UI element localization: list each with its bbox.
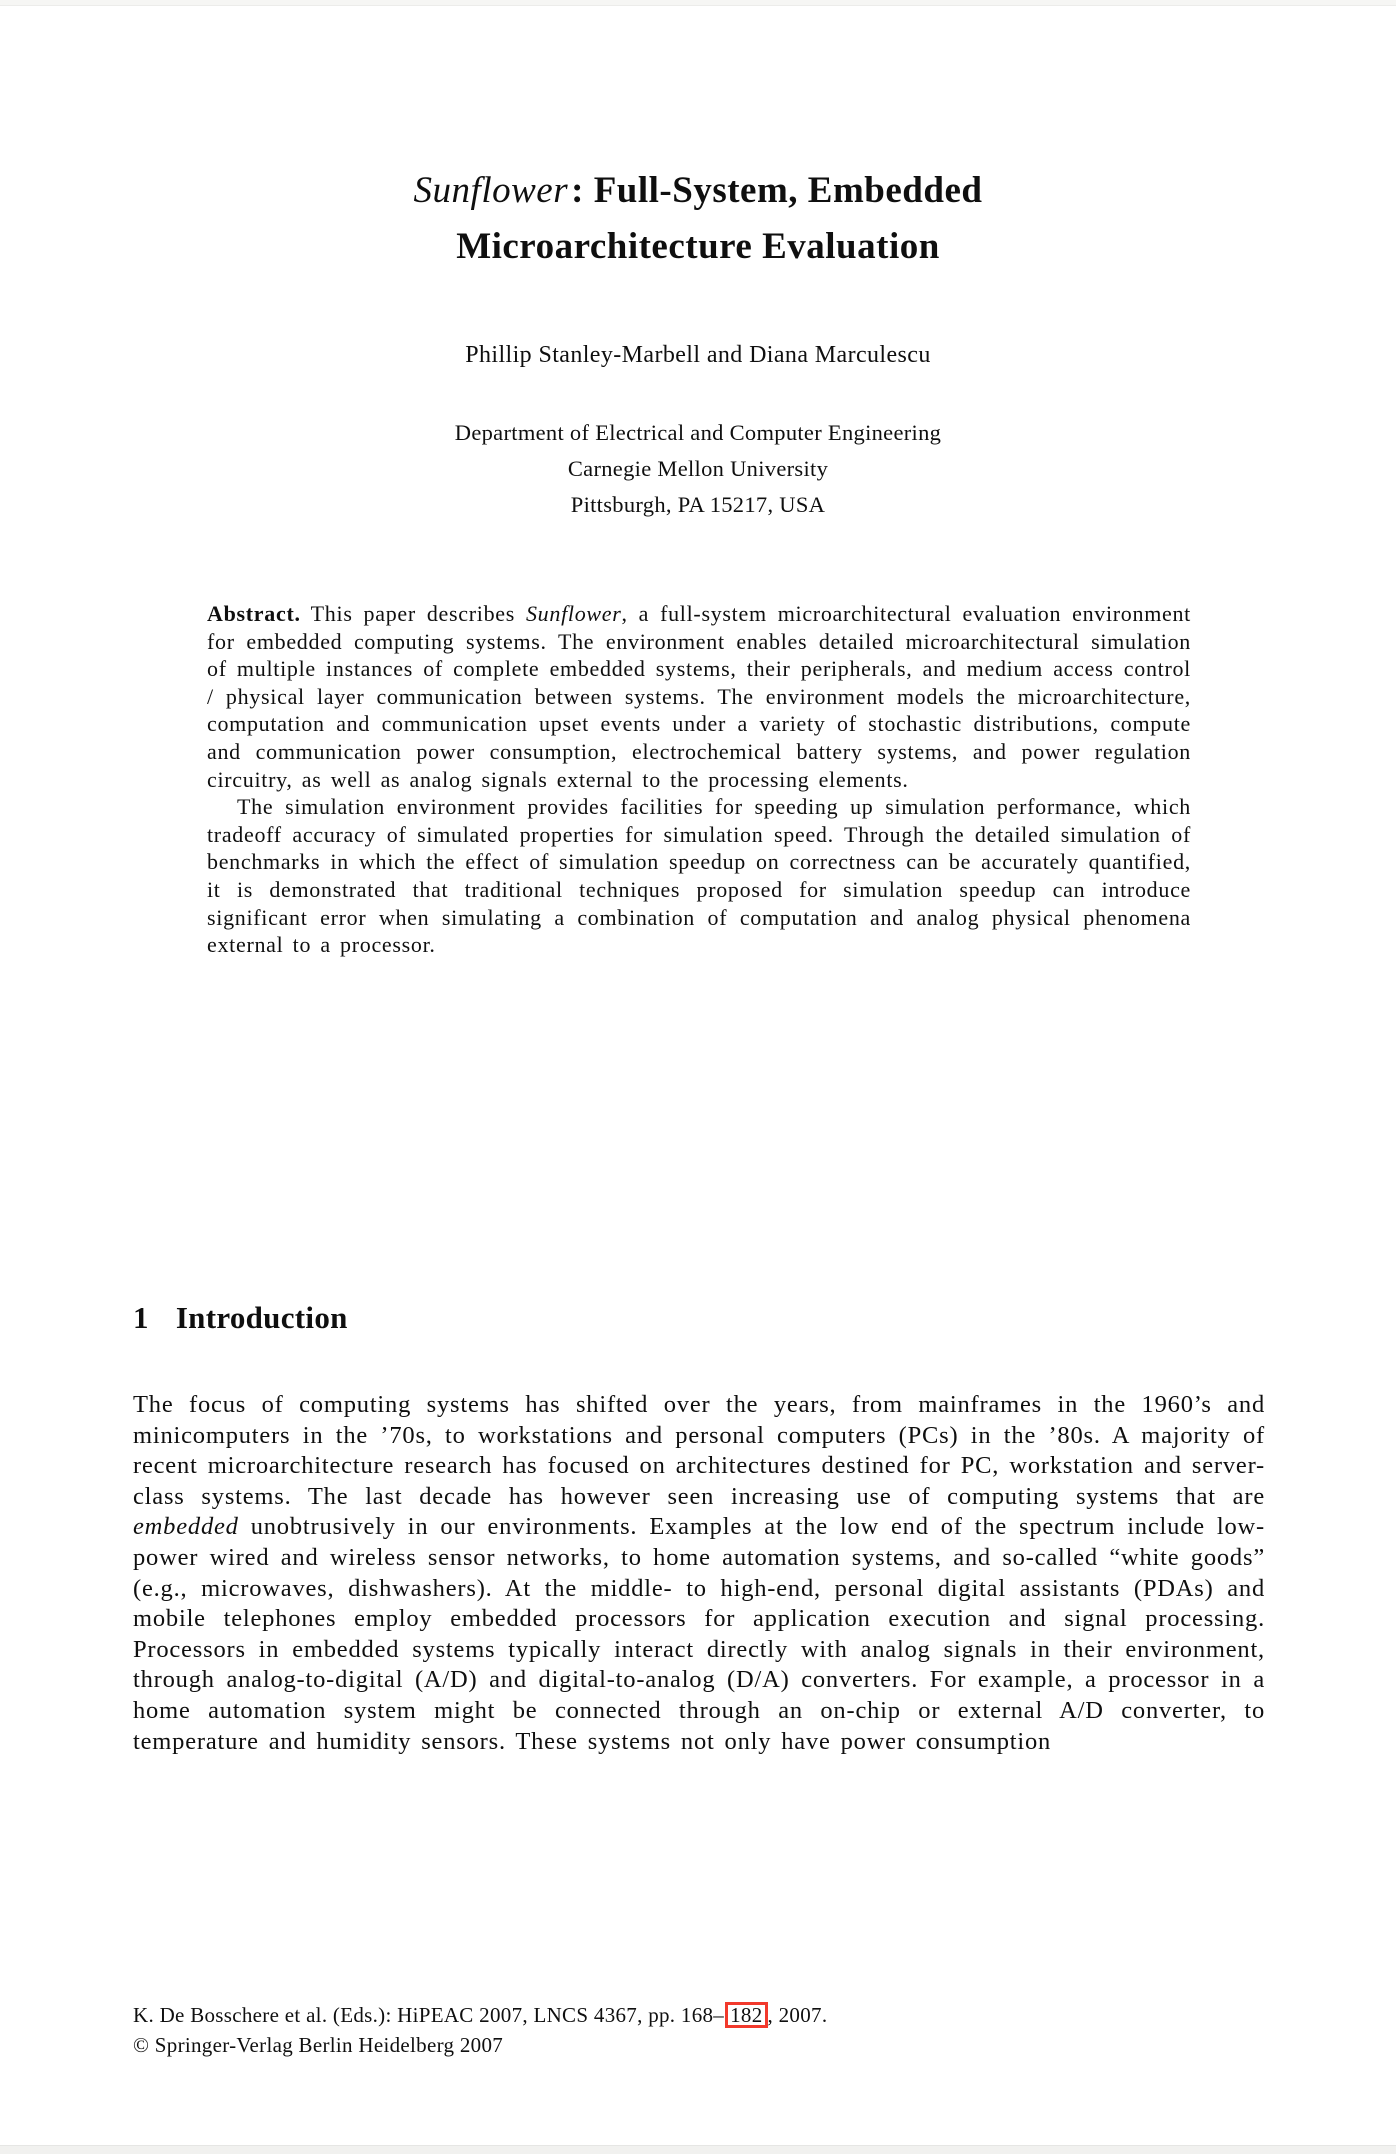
- intro-text: The focus of computing systems has shifted over the years, from mainframes in the 1960’s and minicomputers in the ’70s, to workstations and personal computers (PCs) in the ’80s. A majority of recent microarchitecture research has focused on architectures destined for PC, workstation and server-class systems. The last decade has however seen increasing use of computing systems that are: [133, 1391, 1265, 1510]
- citation-text: K. De Bosschere et al. (Eds.): HiPEAC 2007, LNCS 4367, pp. 168–: [133, 2003, 725, 2027]
- section-number: 1: [133, 1300, 149, 1335]
- page-range-link[interactable]: 182: [725, 2002, 767, 2028]
- affiliation-city: Pittsburgh, PA 15217, USA: [570, 492, 826, 517]
- section-heading-introduction: [133, 1300, 348, 1336]
- affiliation-university: Carnegie Mellon University: [567, 456, 829, 481]
- abstract-paragraph-1: [207, 600, 1191, 793]
- title-italic-word: Sunflower: [413, 170, 569, 211]
- abstract-paragraph-2: The simulation environment provides facilities for speeding up simulation performance, which tradeoff accuracy of simulated properties for simulation speed. Through the detailed simulation of benchmarks in which the effect of simulation speedup on correctness can be accurately quantified, it is demonstrated that traditional techniques proposed for simulation speedup can introduce significant error when simulating a combination of computation and analog physical phenomena external to a processor.: [207, 794, 1191, 958]
- title-line2: Microarchitecture Evaluation: [456, 226, 940, 267]
- abstract-label: Abstract.: [207, 601, 301, 626]
- paper-title: [0, 163, 1396, 275]
- page-top-edge: [0, 0, 1396, 6]
- citation-text-after: , 2007.: [767, 2003, 828, 2027]
- introduction-paragraph: [133, 1390, 1265, 1757]
- section-title: Introduction: [175, 1300, 348, 1335]
- intro-text-cont: unobtrusively in our environments. Examples at the low end of the spectrum include low-power wired and wireless sensor networks, to home automation systems, and so-called “white goods” (e.g., microwaves, dishwashers). At the middle- to high-end, personal digital assistants (PDAs) and mobile telephones employ embedded processors for application execution and signal processing. Processors in embedded systems typically interact directly with analog signals in their environment, through analog-to-digital (A/D) and digital-to-analog (D/A) converters. For example, a processor in a home automation system might be connected through an on-chip or external A/D converter, to temperature and humidity sensors. These systems not only have power consumption: [133, 1513, 1265, 1755]
- affiliation-department: Department of Electrical and Computer Engineering: [454, 420, 942, 445]
- title-line1-rest: Full-System, Embedded: [593, 170, 983, 211]
- affiliation-block: [0, 415, 1396, 523]
- abstract-sunflower-italic: Sunflower: [525, 601, 622, 626]
- title-separator: :: [571, 170, 594, 211]
- footer-block: [133, 2000, 1265, 2060]
- footer-citation: [133, 2000, 1265, 2030]
- abstract-p1-text: This paper describes: [310, 601, 526, 626]
- intro-embedded-italic: embedded: [133, 1513, 239, 1541]
- page-bottom-edge: [0, 2145, 1396, 2154]
- authors-line: Phillip Stanley-Marbell and Diana Marculescu: [465, 342, 931, 368]
- abstract-p1-text-cont: , a full-system microarchitectural evaluation environment for embedded computing systems. The environment enables detailed microarchitectural simulation of multiple instances of complete embedded systems, their peripherals, and medium access control / physical layer communication between systems. The environment models the microarchitecture, computation and communication upset events under a variety of stochastic distributions, compute and communication power consumption, electrochemical battery systems, and power regulation circuitry, as well as analog signals external to the processing elements.: [207, 601, 1191, 792]
- abstract-block: [207, 600, 1191, 959]
- copyright-line: © Springer-Verlag Berlin Heidelberg 2007: [133, 2033, 504, 2057]
